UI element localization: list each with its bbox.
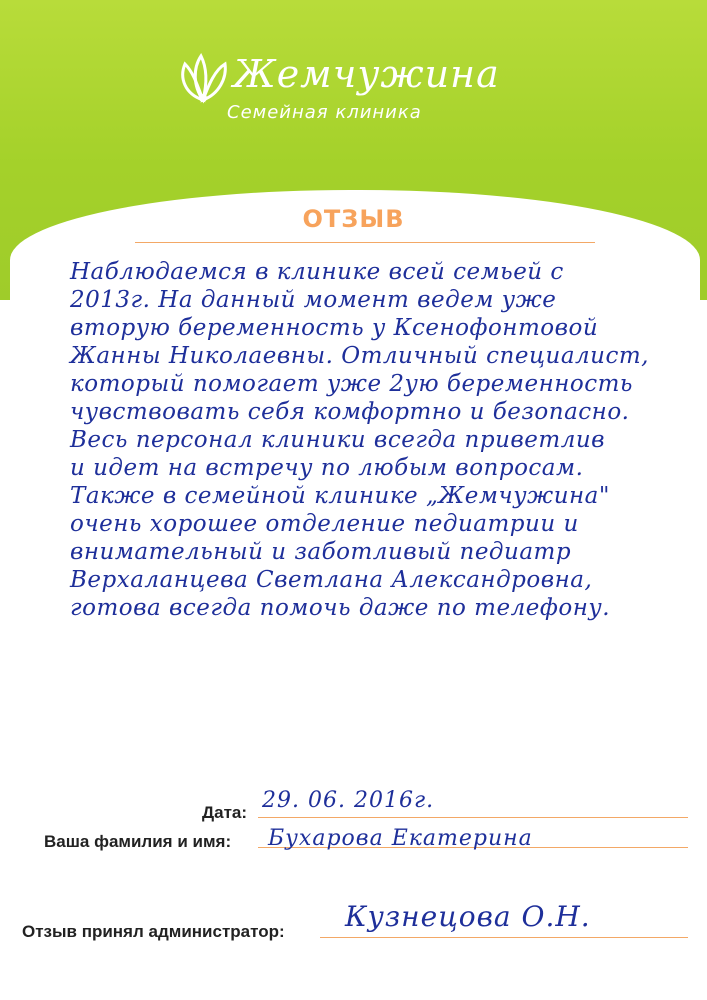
name-value: Бухарова Екатерина xyxy=(268,826,533,851)
admin-value: Кузнецова О.Н. xyxy=(345,900,591,933)
review-line: Также в семейной клинике „Жемчужина" xyxy=(70,483,610,509)
date-rule xyxy=(258,817,688,818)
form-title: ОТЗЫВ xyxy=(302,205,405,233)
admin-rule xyxy=(320,937,688,938)
review-line: Жанны Николаевны. Отличный специалист, xyxy=(70,343,649,369)
review-line: готова всегда помочь даже по телефону. xyxy=(70,595,611,621)
admin-label: Отзыв принял администратор: xyxy=(22,922,285,941)
review-line: внимательный и заботливый педиатр xyxy=(70,539,572,565)
pearl-shell-icon xyxy=(175,50,231,106)
review-line: чувствовать себя комфортно и безопасно. xyxy=(70,399,630,425)
review-line: и идет на встречу по любым вопросам. xyxy=(70,455,584,481)
review-line: очень хорошее отделение педиатрии и xyxy=(70,511,579,537)
brand-name: Жемчужина xyxy=(233,52,500,96)
date-value: 29. 06. 2016г. xyxy=(262,788,435,813)
review-line: Весь персонал клиники всегда приветлив xyxy=(70,427,606,453)
review-line: который помогает уже 2ую беременность xyxy=(70,371,633,397)
review-line: Наблюдаемся в клинике всей семьей с xyxy=(70,259,564,285)
name-label: Ваша фамилия и имя: xyxy=(44,832,232,851)
review-line: вторую беременность у Ксенофонтовой xyxy=(70,315,599,341)
title-underline xyxy=(135,242,595,243)
brand-subtitle: Семейная клиника xyxy=(227,102,422,123)
clinic-logo xyxy=(175,42,535,132)
date-label: Дата: xyxy=(202,803,248,822)
review-line: 2013г. На данный момент ведем уже xyxy=(70,287,557,313)
review-line: Верхаланцева Светлана Александровна, xyxy=(70,567,593,593)
